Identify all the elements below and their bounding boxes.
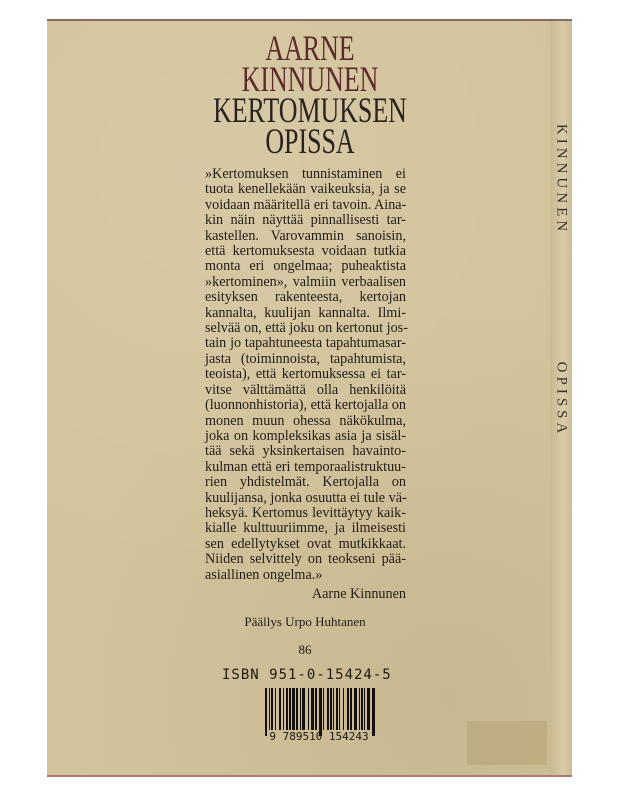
blurb-signature: Aarne Kinnunen <box>311 586 406 602</box>
spine-title: OPISSA <box>553 361 570 438</box>
barcode-bar <box>265 688 267 736</box>
barcode-bar <box>333 688 334 730</box>
blurb-line: joka on kompleksikas asia ja sisäl- <box>205 427 406 444</box>
barcode-bar <box>292 688 295 730</box>
blurb-line: voidaan määritellä eri tavoin. Aina- <box>205 196 407 213</box>
blurb-line: (luonnonhistoria), että kertojalla on <box>205 397 406 414</box>
barcode-bar <box>269 688 270 730</box>
book-title-line-1: KERTOMUKSEN <box>213 90 407 130</box>
blurb-line: kulman että eri temporaalistruktuu- <box>205 458 406 475</box>
blurb-line: esityksen rakenteesta, kertojan <box>205 289 406 306</box>
barcode-bar <box>361 688 363 730</box>
blurb-line: tuota kenellekään vaikeuksia, ja se <box>205 181 406 198</box>
blurb-line: tää sekä yksinkertaisen havainto- <box>205 443 406 460</box>
isbn-number: ISBN 951-0-15424-5 <box>222 667 392 683</box>
book-title-line-2: OPISSA <box>265 121 355 161</box>
book-spine <box>550 19 572 777</box>
barcode-bar <box>364 688 365 730</box>
blurb-line: kialle kulttuuriimme, ja ilmeisesti <box>205 520 406 537</box>
barcode-bar <box>286 688 288 730</box>
barcode-bar <box>283 688 284 730</box>
blurb-line: kin näin näyttää pinnallisesti tar- <box>205 212 406 229</box>
barcode-bar <box>347 688 349 730</box>
blurb-line: kannalta, kuulijan kannalta. Ilmi- <box>205 304 406 321</box>
author-name-line-1: AARNE <box>265 28 355 68</box>
blurb-line: teoista), että kertomuksessa ei tar- <box>205 366 406 383</box>
blurb-line: selvää on, että joku on kertonut jos- <box>205 320 408 337</box>
barcode-bar <box>327 688 329 730</box>
cover-designer-credit: Päällys Urpo Huhtanen <box>244 614 366 629</box>
blurb-line: monen muun ohessa näkökulma, <box>205 412 406 429</box>
author-name-line-2: KINNUNEN <box>241 59 379 99</box>
barcode-bar <box>330 688 332 730</box>
barcode-bar <box>319 688 322 736</box>
sticker-residue <box>467 721 547 765</box>
blurb-line: vitse välttämättä olla henkilöitä <box>205 381 406 398</box>
blurb-text <box>205 167 406 583</box>
product-code: 86 <box>298 642 312 657</box>
barcode-bar <box>354 688 357 730</box>
barcode-bar <box>339 688 340 730</box>
barcode-bar <box>359 688 360 730</box>
barcode-bar <box>343 688 344 730</box>
barcode-bar <box>367 688 370 730</box>
blurb-line: rien yhdistelmät. Kertojalla on <box>205 474 406 491</box>
blurb-line: kuulijansa, jonka osuutta ei tule vä- <box>205 489 407 506</box>
barcode-bar <box>372 688 375 736</box>
barcode-bar <box>308 688 309 730</box>
barcode-bar <box>296 688 298 730</box>
barcode-bar <box>315 688 317 730</box>
barcode-bar <box>323 688 324 730</box>
blurb-line: sen edellytykset ovat mutkikkaat. <box>205 535 406 552</box>
barcode-bar <box>271 688 273 730</box>
blurb-line: että kertomuksesta voidaan tutkia <box>205 243 406 260</box>
barcode-bar <box>289 688 291 730</box>
blurb-line: »Kertomuksen tunnistaminen ei <box>205 166 406 182</box>
blurb-line: Niiden selvittely on teokseni pää- <box>205 551 406 568</box>
blurb-line: kastellen. Varovammin sanoisin, <box>205 227 406 244</box>
barcode-bar <box>302 688 305 730</box>
spine-author: KINNUNEN <box>553 123 570 236</box>
blurb-line: heksyä. Kertomus levittäytyy kaik- <box>205 504 406 521</box>
barcode-bar <box>300 688 301 730</box>
barcode <box>259 688 379 742</box>
barcode-bar <box>311 688 314 730</box>
barcode-bar <box>279 688 281 730</box>
barcode-bar <box>275 688 276 730</box>
blurb-line: asiallinen ongelma.» <box>205 566 323 583</box>
blurb-line: tain jo tapahtuneesta tapahtumasar- <box>205 335 406 352</box>
blurb-line: jasta (toiminnoista, tapahtumista, <box>205 350 406 367</box>
barcode-digits: 9 789510 154243 <box>269 730 369 742</box>
blurb-line: monta eri ongelmaa; puheaktista <box>205 258 406 275</box>
blurb-line: »kertominen», valmiin verbaalisen <box>205 273 406 290</box>
barcode-bar <box>336 688 338 730</box>
barcode-bar <box>350 688 352 730</box>
